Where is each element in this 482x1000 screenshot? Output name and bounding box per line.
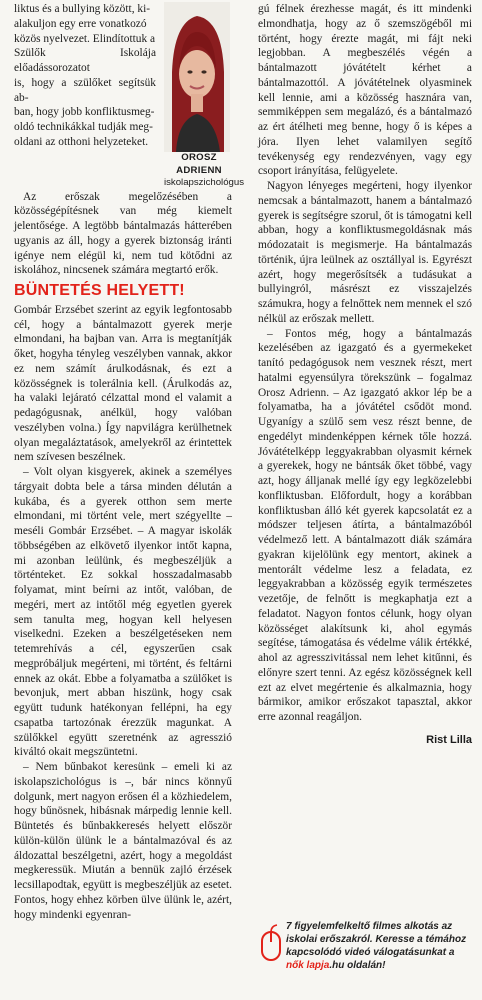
promo-brand-link[interactable]: nők lapja [286,960,330,971]
author-signature: Rist Lilla [426,733,472,746]
paragraph: – Volt olyan kisgyerek, akinek a személyes tárgyait dobta bele a társa minden délután a kukába, és a gyerek otthon sem merte elmondani, mi történt vele, mert szégyellte – meséli Gombár Erzsébet. – A magyar iskolák többségében az elkövető ilyenkor intőt kapna, mi azonban leülünk, és megbeszéljük a történteket. Ez sokkal hosszadalmasabb folyamat, mint beírni az intőt, valóban, de megéri, mert az intőtől még egyetlen gyerek sem tanulta meg, hogyan kell helyesen viselkedni. Ezeken a beszélgetéseken nem tetemrehívás a cél, egyszerűen csak megpróbáljuk megérteni, mi történt, és feltárni ennek az okát. Ebbe a folyamatba a szülőket is bevonjuk, mert abban hiszünk, hogy csak együtt tudunk hatékonyan fellépni, ha egy csapatba tartozónak érezzük magunkat. A szülőkkel együtt szeretnénk az agresszió kiváltó okait megszüntetni. [14,466,232,759]
intro-line: oldani az otthoni helyzeteket. [14,135,149,148]
paragraph: Gombár Erzsébet szerint az egyik legfontosabb cél, hogy a bántalmazott gyerek merje elmondani, ha bajban van. Arra is megtanítják őket, hogyha tényleg veszélyben vannak, akkor ez nem számít árulkodásnak, és ezt a közösségnek is tolerálnia kell. (Árulkodás az, ha valaki lejárató célzattal mond el valamit a pedagógusnak, anélkül, hogy valóban veszélyben volna.) Így napvilágra kerülhetnek olyan megaláztatások, amelyekről az érintettek nem szívesen beszélnek. [14,303,232,464]
promo-box[interactable] [260,918,474,988]
intro-line: Szülők Iskolája előadássorozatot [14,47,156,74]
section-heading: BÜNTETÉS HELYETT! [14,282,185,299]
portrait-caption [164,152,244,190]
portrait-role: iskolapszichológus [164,177,244,188]
left-column [14,2,244,922]
promo-text-after: oldalán! [344,960,386,971]
mouse-icon [260,924,282,962]
intro-line: ban, hogy jobb konfliktusmeg- [14,106,155,119]
intro-line: oldó technikákkal tudják meg- [14,121,153,133]
intro-line: is, hogy a szülőket segítsük ab- [14,76,156,104]
promo-domain: .hu [329,960,345,971]
portrait-name: OROSZ ADRIENN [176,152,222,176]
intro-line: alakuljon egy erre vonatkozó [14,17,147,30]
promo-text-before: 7 figyelemfelkeltő filmes alkotás az iskolai erőszakról. Keresse a témához kapcsolódó videó válogatásunkat a [286,921,467,958]
paragraph: gú félnek érezhesse magát, és itt mindenki elmondhatja, hogy az ő szemszögéből mi történt, hogy érezte magát, mi fájt neki legjobban. A megbeszélés végén a bántalmazott jóvátételt kérhet a bántalmazottól. A jóvátételnek olyasminek kell lennie, ami a közösség hasznára van, semmiképpen sem megalázó, és a bántalmazó az ért átélheti meg benne, hogy ő is képes a jóra. Ilyen lehet valamilyen segítő tevékenység egy rendezvényen, vagy egy csoport irányítása, felügyelete. [258,3,472,178]
right-column [258,2,472,748]
intro-and-photo [14,2,244,190]
portrait-wrap [164,2,244,190]
intro-line: közös nyelvezet. Elindítottuk a [14,32,156,45]
paragraph: Nagyon lényeges megérteni, hogy ilyenkor nemcsak a bántalmazott, hanem a bántalmazó gyerek is segítségre szorul, őt is támogatni kell abban, hogy a konfliktusmegoldásnak más módozatait is megismerje. Ha bántalmazás történik, újra leülnek az osztállyal is. Egyrészt azért, hogy megerősítsék a tudásukat a bullyingról, másrészt ez visszajelzés számukra, hogy a felnőttek nem mennek el szó nélkül az erőszak mellett. [258,180,472,325]
paragraph: Az erőszak megelőzésében a közösségépítésnek van még kiemelt jelentősége. A legtöbb bántalmazás hátterében ugyanis az áll, hogy a gyerek biztonság iránti igénye nem elégül ki, nem tud kötődni az iskolához, nincsenek számára megtartó erők. [14,190,232,277]
intro-line: liktus és a bullying között, ki- [14,3,151,15]
portrait-photo [164,2,230,152]
paragraph: – Fontos még, hogy a bántalmazás kezelésében az igazgató és a gyermekeket tanító pedagógusok nem vesznek részt, mert hatalmi egyensúlyra törekszünk – fogalmaz Orosz Adrienn. – Az igazgató akkor lép be a folyamatba, ha a jóvátétel csődöt mond. Ugyanígy a szülő sem vesz részt benne, de engedélyt mindenképpen kérnek tőle hozzá. Jóvátételképp leggyakrabban olyasmit kérnek a gyerekek, hogy ne bántsák őket többé, vagy azt, hogy álljanak mellé így egy legközelebbi konfliktusban. Előfordult, hogy a korábban konfliktusban álló két gyerek kapcsolatát ez a módszer teljesen átírta, a bántalmazóból védelmező lett. A bántalmazott diák számára gyakran kijelölünk egy mentort, akinek a mentorált védelme lesz a feladata, ez leggyakrabban a közösség egyik természetes vezetője, de felnőtt is megkaphatja ezt a feladatot. Nagyon fontos célunk, hogy olyan közösséget alakítsunk ki, ahol egymás segítése, támogatása és védelme válik értékké, ahol az agresszivitással nem lehet kitűnni, és előnyre szert tenni. Az egész közösségnek kell ezt az elvet megértenie és alkalmaznia, hogy bármikor, amikor erőszakot tapasztal, akkor erre azonnal reagáljon. [258,327,472,723]
promo-text [286,920,474,972]
paragraph: – Nem bűnbakot keresünk – emeli ki az iskolapszichológus is –, bár nincs könnyű dolgunk, mert nagyon erősen él a közhiedelem, hogy bűnösnek, hibásnak márpedig lennie kell. Büntetés és bűnbakkeresés helyett először külön-külön ülünk le a bántalmazóval és az áldozattal beszélgetni, azért, hogy a megoldást megkeressük. Miután a bennük zajló érzések lecsillapodtak, együtt is megbeszéljük az esetet. Fontos, hogy ehhez körben ülve ülünk le, azért, hogy mindenki egyenran- [14,761,232,921]
intro-text [14,2,156,190]
